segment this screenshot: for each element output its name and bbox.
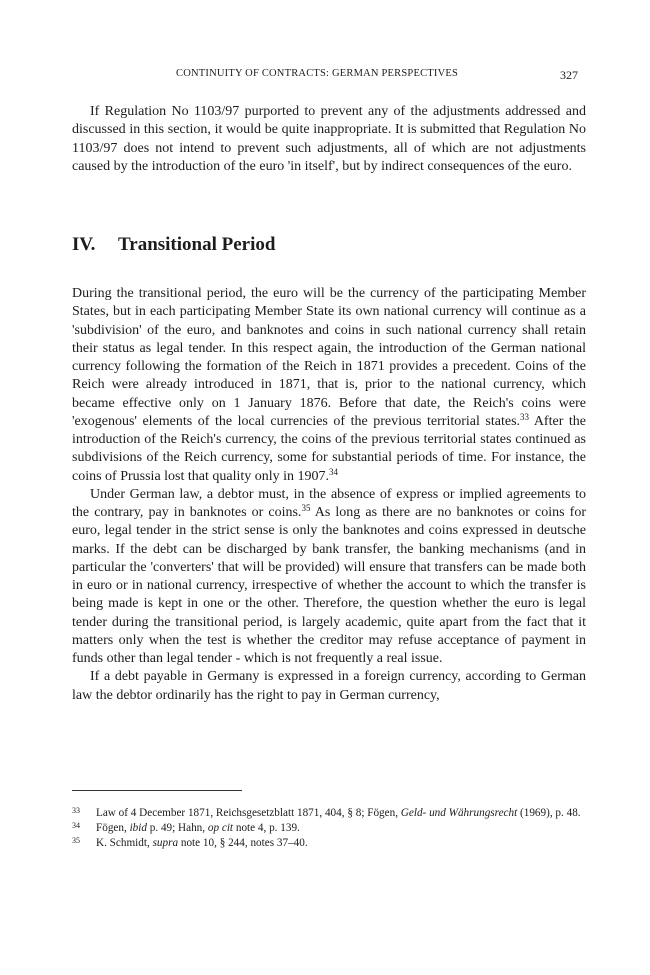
footnotes <box>72 806 586 851</box>
section-body <box>72 285 586 705</box>
footnote-35: 35 K. Schmidt, supra note 10, § 244, notes 37–40. <box>72 836 308 849</box>
footnote-34: 34 Fögen, ibid p. 49; Hahn, op cit note 4, p. 139. <box>72 821 300 834</box>
paragraph-transitional: During the transitional period, the euro will be the currency of the participating Member States, but in each participating Member State its own national currency will continue as a 'subdivision' of the euro, and banknotes and coins in such national currency shall retain their status as legal tender. In this respect again, the introduction of the German national currency following the formation of the Reich in 1871 provides a precedent. Coins of the Reich were already introduced in 1871, that is, prior to the national currency, which became effective only on 1 January 1876. Before that date, the Reich's coins were 'exogenous' elements of the local currencies of the previous territorial states.$^{33}$ After the introduction of the Reich's currency, the coins of the previous territorial states continued as subdivisions of the Reich currency, some for substantial periods of time. For instance, the coins of Prussia lost that quality only in 1907.34 <box>72 286 586 484</box>
page-number: 327 <box>560 68 578 82</box>
intro-paragraph: If Regulation No 1103/97 purported to prevent any of the adjustments addressed and discussed in this section, it would be quite inappropriate. It is submitted that Regulation No 1103/97 does not intend to prevent such adjustments, all of which are not adjustments caused by the introduction of the euro 'in itself', but by indirect consequences of the euro. <box>72 104 586 174</box>
footnote-ref-33[interactable]: 33 <box>520 411 530 422</box>
section-number: IV. <box>72 234 96 255</box>
footnote-ref-34[interactable]: 34 <box>329 466 339 477</box>
paragraph-legal-tender: Under German law, a debtor must, in the absence of express or implied agreements to the contrary, pay in banknotes or coins.$^{35}$ As long as there are no banknotes or coins for euro, legal tender in the strict sense is only the banknotes and coins expressed in deutsche marks. If the debt can be discharged by bank transfer, the banking mechanisms (and in particular the 'converters' that will be provided) will ensure that transfers can be made both in euro or in national currency, irrespective of whether the account to which the transfer is being made is kept in one or the other. Therefore, the question whether the euro is legal tender during the transitional period, is largely academic, quite apart from the fact that it matters only when the test is whether the creditor may refuse acceptance of payment in funds other than legal tender - which is not frequently a real issue. <box>72 486 586 666</box>
footnote-ref-35[interactable]: 35 <box>301 503 311 513</box>
footnote-33: 33 Law of 4 December 1871, Reichsgesetzblatt 1871, 404, § 8; Fögen, Geld- und Währungsrecht (1969), p. 48. <box>72 806 581 819</box>
paragraph-foreign-currency: If a debt payable in Germany is expressed in a foreign currency, according to German law the debtor ordinarily has the right to pay in German currency, <box>72 669 586 703</box>
section-heading <box>72 234 275 256</box>
section-title: Transitional Period <box>118 234 276 255</box>
running-head: CONTINUITY OF CONTRACTS: GERMAN PERSPECTIVES <box>176 68 459 79</box>
footnote-divider <box>72 790 242 791</box>
